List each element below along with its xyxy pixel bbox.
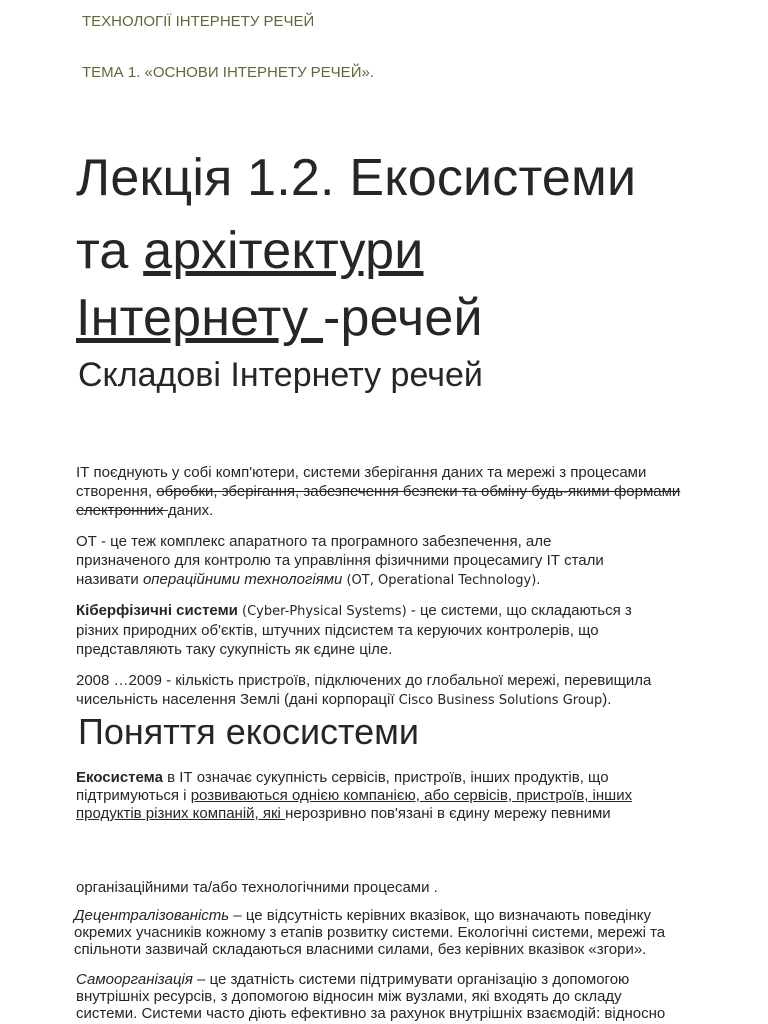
paragraph-ot	[76, 532, 604, 590]
strikethrough-text: обробки, зберігання, забезпечення безпеки та обміну будь-якими формами	[156, 483, 681, 500]
paragraph-line	[76, 482, 680, 501]
lecture-title-suffix: -речей	[323, 289, 483, 347]
strikethrough-text: електронних	[76, 502, 168, 519]
paragraph-line	[76, 570, 604, 590]
paragraph-ecosystem	[76, 769, 632, 823]
bold-term: Кіберфізичні системи	[76, 602, 238, 619]
text-span: створення,	[76, 483, 157, 500]
paragraph-line	[74, 907, 665, 924]
paragraph-line: внутрішніх ресурсів, з допомогою відносин між вузлами, які входять до складу	[76, 988, 622, 1005]
lecture-title-line2	[76, 222, 424, 280]
paragraph-line	[76, 501, 680, 520]
paragraph-cps	[76, 601, 632, 659]
underlined-text: продуктів різних компаній, які	[76, 805, 286, 822]
topic-header: ТЕМА 1. «ОСНОВИ ІНТЕРНЕТУ РЕЧЕЙ».	[82, 64, 374, 81]
italic-term: операційними технологіями	[142, 571, 343, 588]
paragraph-line: ОТ - це теж комплекс апаратного та програмного забезпечення, але	[76, 533, 552, 550]
text-span: називати	[76, 571, 143, 588]
course-header: ТЕХНОЛОГІЇ ІНТЕРНЕТУ РЕЧЕЙ	[82, 13, 315, 30]
italic-term: Децентралізованість	[74, 907, 230, 924]
internet-link[interactable]: Інтернету	[76, 289, 323, 347]
text-span: ).	[602, 691, 612, 708]
section-title: Поняття екосистеми	[78, 711, 420, 752]
text-span: – це здатність системи підтримувати організацію з допомогою	[192, 971, 630, 988]
paragraph-line: різних природних об'єктів, штучних підсистем та керуючих контролерів, що	[76, 622, 599, 639]
lecture-title-prefix: та	[76, 222, 144, 280]
paragraph-self-organization	[76, 971, 665, 1022]
text-span: даних.	[167, 502, 214, 519]
paragraph-decentralization	[74, 907, 665, 958]
paragraph-line	[76, 601, 632, 621]
paragraph-line: ІТ поєднують у собі комп'ютери, системи зберігання даних та мережі з процесами	[76, 464, 647, 481]
paragraph-line: системи. Системи часто діють ефективно за рахунок внутрішніх взаємодій: відносно	[76, 1005, 666, 1022]
underlined-text: розвиваються однією компанією, або сервісів, пристроїв, інших	[190, 787, 633, 804]
paragraph-line: призначеного для контролю та управління фізичними процесамигу ІТ стали	[76, 552, 604, 569]
italic-term: Самоорганізація	[76, 971, 193, 988]
text-span: підтримуються і	[76, 787, 191, 804]
bold-term: Екосистема	[76, 769, 163, 786]
paragraph-line: спільноти зазвичай складаються власними силами, без керівних вказівок «згори».	[74, 941, 647, 958]
text-span: нерозривно пов'язані в єдину мережу певними	[285, 805, 611, 822]
architecture-link[interactable]: архітектури	[143, 222, 424, 280]
paragraph-ecosystem-end: організаційними та/або технологічними процесами .	[76, 879, 438, 896]
text-span: – це відсутність керівних вказівок, що визначають поведінку	[229, 907, 652, 924]
paragraph-line: 2008 …2009 - кількість пристроїв, підключених до глобальної мережі, перевищила	[76, 672, 652, 689]
text-span: Cisco Business Solutions Group	[398, 693, 603, 708]
paragraph-line: представляють таку сукупність як єдине ціле.	[76, 641, 393, 658]
paragraph-line	[76, 787, 632, 805]
text-span: чисельність населення Землі (дані корпорації	[76, 691, 399, 708]
paragraph-it	[76, 463, 680, 520]
paragraph-line	[76, 690, 651, 710]
lecture-title-line1: Лекція 1.2. Екосистеми	[76, 149, 637, 207]
text-span: - це системи, що складаються з	[406, 602, 632, 619]
text-span: (Cyber-Physical Systems)	[237, 604, 407, 619]
paragraph-line	[76, 805, 632, 823]
paragraph-devices	[76, 671, 651, 710]
lecture-title-line3	[76, 289, 483, 347]
paragraph-line	[76, 971, 665, 988]
paragraph-line	[76, 769, 632, 787]
text-span: (OT, Operational Technology).	[342, 573, 541, 588]
paragraph-line: окремих учасників кожному з етапів розвитку системи. Екологічні системи, мережі та	[74, 924, 666, 941]
text-span: в ІТ означає сукупність сервісів, пристроїв, інших продуктів, що	[162, 769, 609, 786]
lecture-subtitle: Складові Інтернету речей	[78, 356, 483, 394]
